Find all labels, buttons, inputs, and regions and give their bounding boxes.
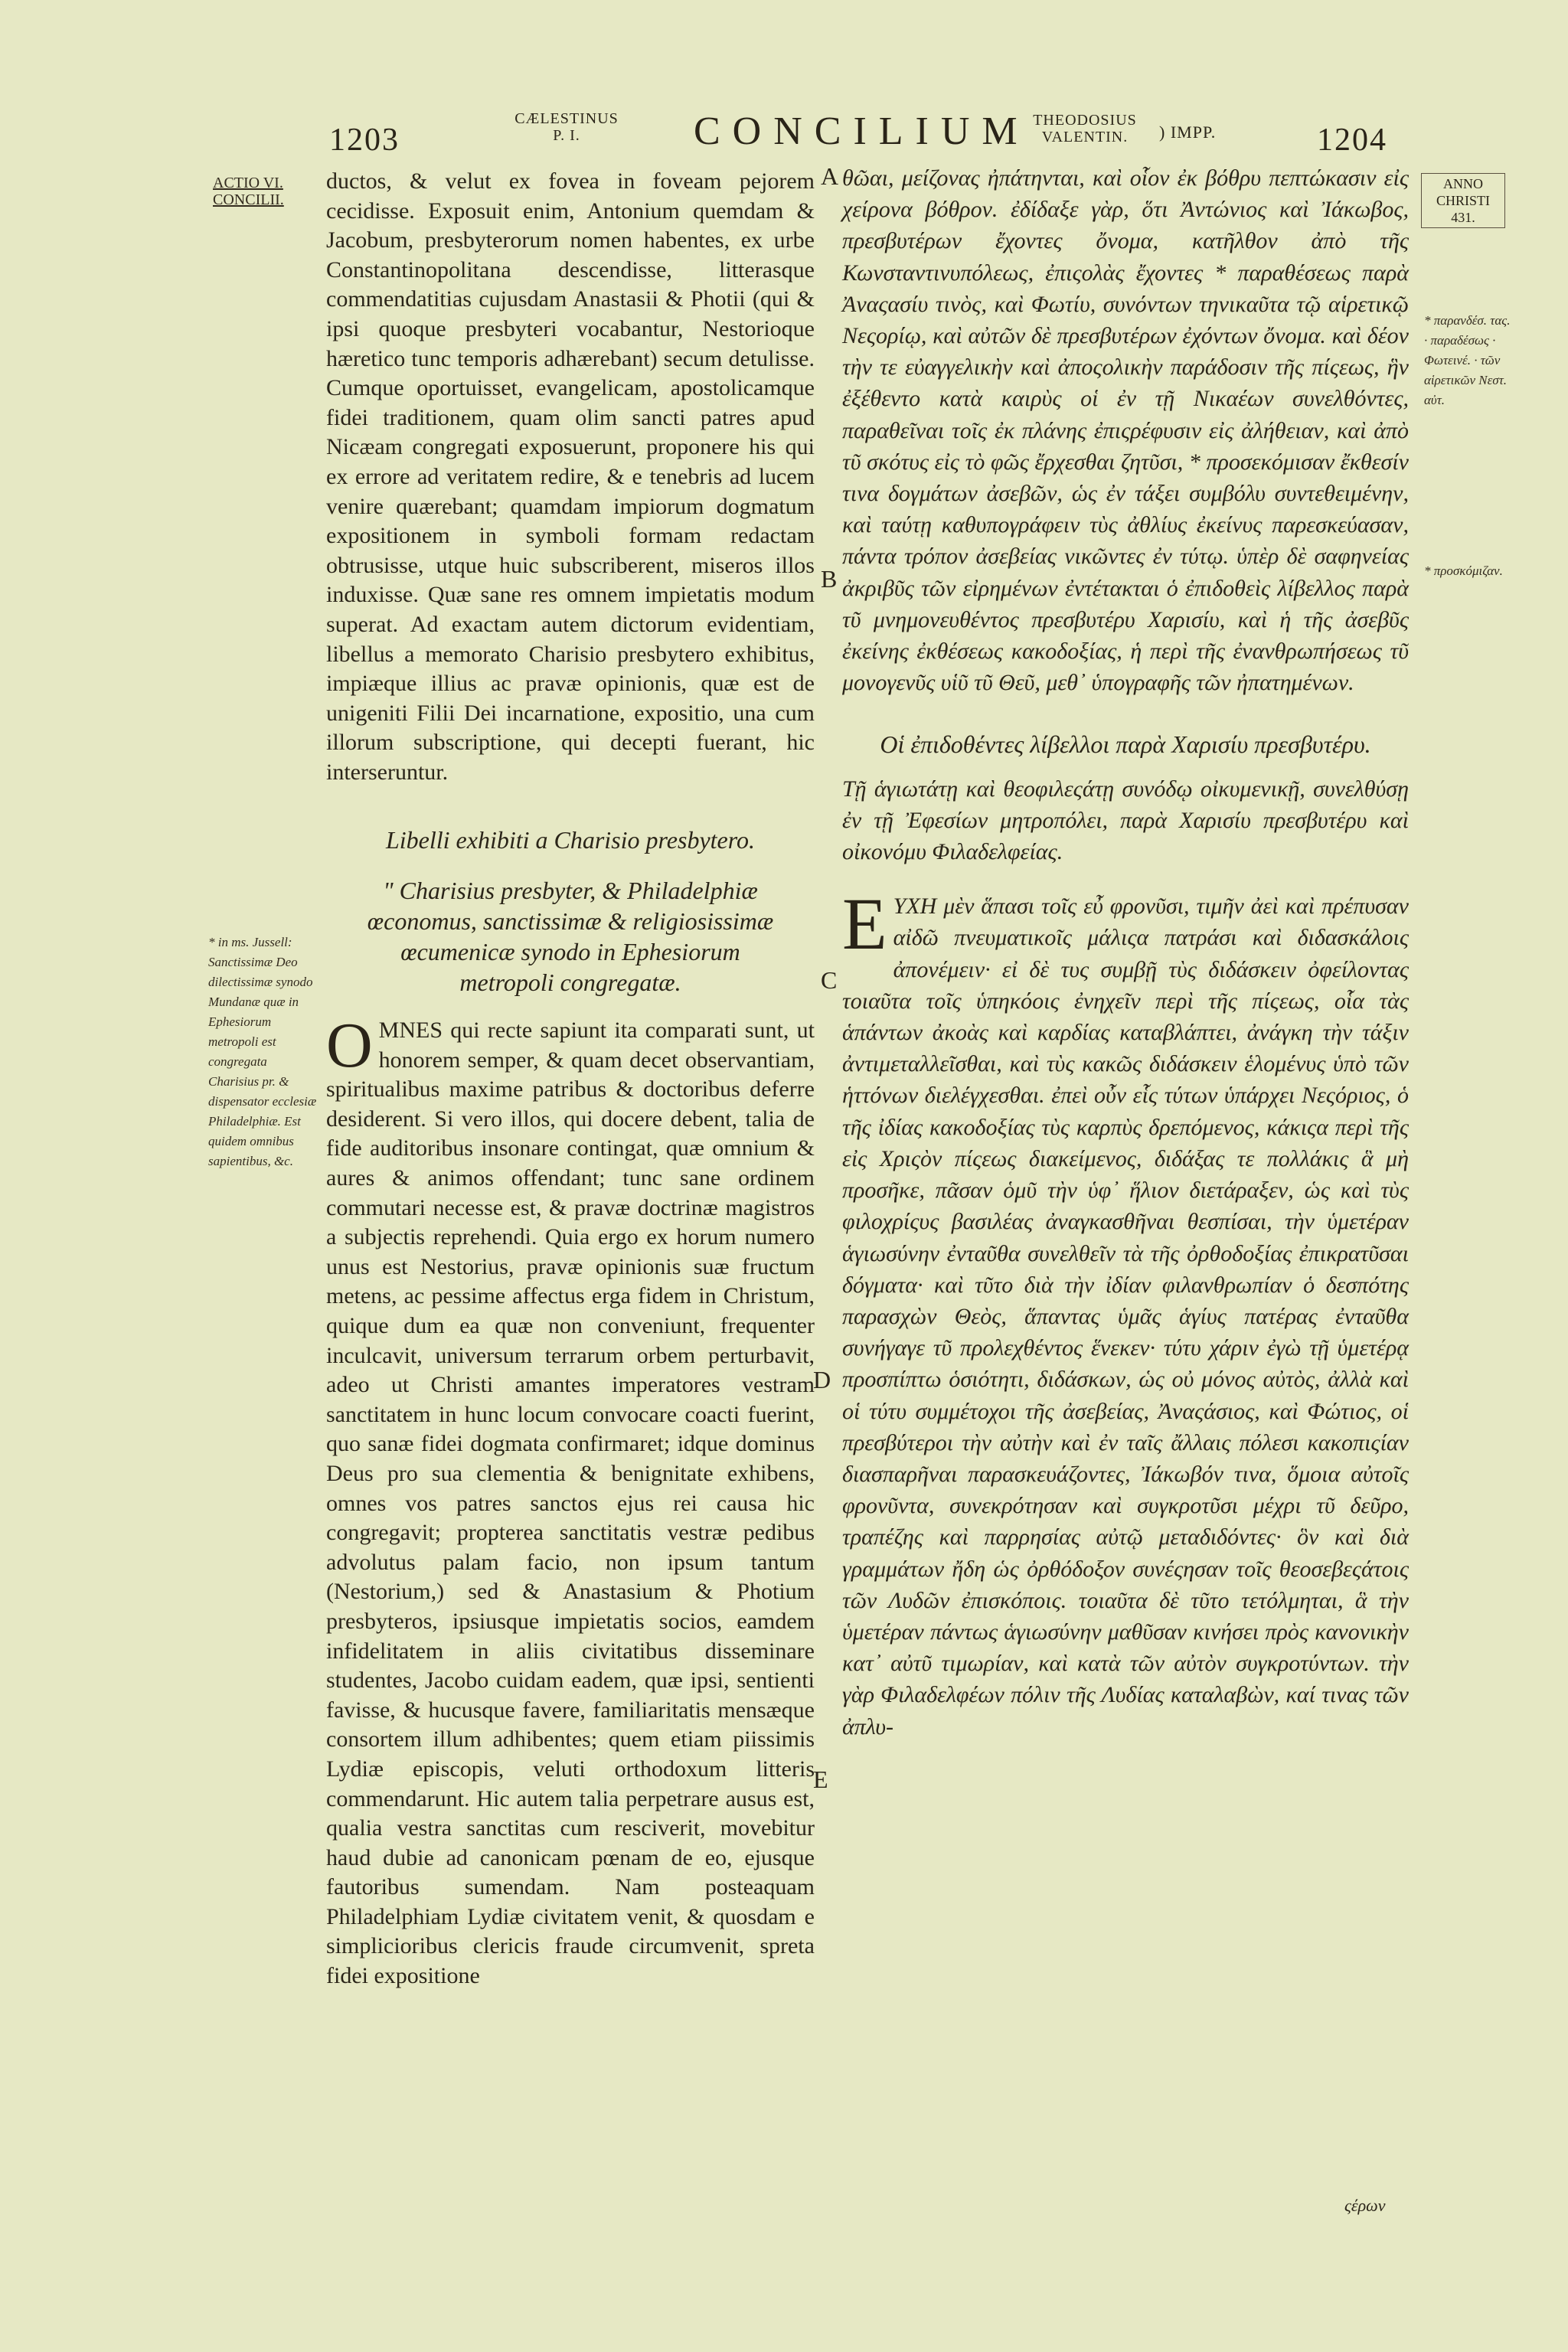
running-head-right-line1: THEODOSIUS: [1033, 112, 1137, 129]
latin-address: " Charisius presbyter, & Philadelphiæ œconomus, sanctissimæ & religiosissimæ œcumenicæ synodo in Ephesiorum metropoli congregatæ.: [367, 877, 774, 997]
section-marker-c: C: [821, 966, 838, 994]
section-marker-d: D: [813, 1366, 831, 1393]
footnote-left: * in ms. Jussell: Sanctissimæ Deo dilectissimæ synodo Mundanæ quæ in Ephesiorum metropoli est congregata Charisius pr. & dispensator ecclesiæ Philadelphiæ. Est quidem omnibus sapientibus, &c.: [208, 935, 317, 1168]
greek-heading: Οἱ ἐπιδοθέντες λίβελλοι παρὰ Χαρισίυ πρεσβυτέρυ.: [880, 730, 1371, 759]
greek-paragraph-1: θῶαι, μείζονας ἠπάτηνται, καὶ οἷον ἐκ βόθρυ πεπτώκασιν εἰς χείρονα βόθρον. ἐδίδαξε γὰρ, ὅτι Ἀντώνιος καὶ Ἰάκωβος, πρεσβυτέρων ἔχοντες ὄνομα, κατῆλθον ἀπὸ τῆς Κωνσταντινυπόλεως, ἐπιςολὰς ἔχοντες * παραθέσεως παρὰ Ἀναςασίυ τινὸς, καὶ Φωτίυ, συνόντων τηνικαῦτα τῷ αἱρετικῷ Νεςορίῳ, καὶ αὐτῶν δὲ πρεσβυτέρων ἐχόντων ὄνομα. καὶ δέον τὴν τε εὐαγγελικὴν καὶ ἀποςολικὴν παράδοσιν τῆς πίςεως, ἣν ἐξέθεντο κατὰ καιρὺς οἱ ἐν τῇ Νικαέων συνελθόντες, παραθεῖναι τοῖς ἐκ πλάνης ἐπιςρέφυσιν εἰς ἀλήθειαν, καὶ ἀπὸ τῦ σκότυς εἰς τὸ φῶς ἔρχεσθαι ζητῦσι, * προσεκόμισαν ἔκθεσίν τινα δογμάτων ἀσεβῶν, ὡς ἐν τάξει συμβόλυ συντεθειμένην, καὶ ταύτῃ καθυπογράφειν τὺς ἀθλίυς ἐκείνυς παρεσκεύασαν, πάντα τρόπον ἀσεβείας νικῶντες ἐν τύτῳ. ὑπὲρ δὲ σαφηνείας ἀκριβῦς τῶν εἰρημένων ἐντέτακται ὁ ἐπιδοθεὶς λίβελλος παρὰ τῦ μνημονευθέντος πρεσβυτέρυ Χαρισίυ, καὶ ἡ τῆς ἀσεβῦς ἐκείνης ἐκθέσεως κακοδοξίας, ἡ περὶ τῆς ἐνανθρωπήσεως τῦ μονογενῦς υἱῦ τῦ Θεῦ, μεθ᾽ ὑπογραφῆς τῶν ἠπατημένων.: [842, 165, 1409, 696]
greek-column: [842, 162, 1409, 1743]
running-head-left-line2: P. I.: [553, 127, 580, 144]
drop-cap-epsilon: Ε: [842, 883, 887, 965]
greek-body-text: ΥΧΗ μὲν ἅπασι τοῖς εὖ φρονῦσι, τιμῆν ἀεὶ καὶ πρέπυσαν αἰδῶ πνευματικοῖς μάλιςα πατράσι καὶ διδασκάλοις ἀπονέμειν· εἰ δὲ τυς συμβῇ τὺς διδάσκειν ὀφείλοντας τοιαῦτα τοῖς ὑπηκόοις ἐνηχεῖν περὶ τῆς πίςεως, οἷα τὰς ἁπάντων ἀκοὰς καὶ καρδίας καταβλάπτει, ἀνάγκη τὴν τάξιν ἀντιμεταλλεῖσθαι, καὶ τὺς κακῶς διδάσκειν ἑλομένυς ὑπὸ τῶν ἡττόνων διελέγχεσθαι. ἐπεὶ οὖν εἷς τύτων ὑπάρχει Νεςόριος, ὁ τῆς ἰδίας κακοδοξίας τὺς καρπὺς δρεπόμενος, κάκιςα περὶ τῆς εἰς Χριςὸν πίςεως διακείμενος, διδάξας τε πολλάκις ἃ μὴ προσῆκε, πᾶσαν ὁμῦ τὴν ὑφ᾽ ἥλιον διετάραξεν, ὡς καὶ τὺς φιλοχρίςυς βασιλέας ἀναγκασθῆναι θεσπίσαι, τὴν ὑμετέραν ἁγιωσύνην ἐνταῦθα συνελθεῖν τὰ τῆς ὀρθοδοξίας ἐπικρατῦσαι δόγματα· καὶ τῦτο διὰ τὴν ἰδίαν φιλανθρωπίαν ὁ δεσπότης παρασχὼν Θεὸς, ἅπαντας ὑμᾶς ἁγίυς πατέρας ἐνταῦθα συνήγαγε τῦ προλεχθέντος ἕνεκεν· τύτυ χάριν ἐγὼ τῇ ὑμετέρᾳ προσπίπτω ὁσιότητι, διδάσκων, ὡς οὐ μόνος αὐτὸς, ἀλλὰ καὶ οἱ τύτυ συμμέτοχοι τῆς ἀσεβείας, Ἀναςάσιος, καὶ Φώτιος, οἱ πρεσβύτεροι τὴν αὐτὴν καὶ ἐν ταῖς ἄλλαις πόλεσι κακοπιςίαν διασπαρῆναι παρασκευάζοντες, Ἰάκωβόν τινα, ὅμοια αὐτοῖς φρονῦντα, συνεκρότησαν καὶ συγκροτῦσι μέχρι τῦ δεῦρο, τραπέζης καὶ παρρησίας αὐτῷ μεταδιδόντες· ὃν καὶ διὰ γραμμάτων ἤδη ὡς ὀρθόδοξον συνέςησαν τοῖς θεοσεβεςάτοις τῶν Λυδῶν ἐπισκόποις. τοιαῦτα δὲ τῦτο τετόλμηται, ἃ τὴν ὑμετέραν πάντως ἁγιωσύνην μαθῦσαν κινήσει πρὸς κανονικὴν κατ᾽ αὐτῦ τιμωρίαν, καὶ κατὰ τῶν αὐτὸν συγκροτύντων. τὴν γὰρ Φιλαδελφέων πόλιν τῆς Λυδίας καταλαβὼν, καί τινας τῶν ἀπλυ-: [842, 893, 1409, 1740]
latin-paragraph-1: ductos, & velut ex fovea in foveam pejorem cecidisse. Exposuit enim, Antonium quemdam & Jacobum, presbyterorum nomen habentes, ex urbe Constantinopolitana descendisse, litterasque commendatitias cujusdam Anastasii & Photii (qui & ipsi quoque presbyteri vocabantur, Nestorioque hæretico tunc temporis adhærebant) secum detulisse. Cumque oportuisset, evangelicam, apostolicamque fidei traditionem, quam olim sancti patres apud Nicæam congregati exposuerunt, proponere his qui ex errore ad veritatem redire, & e tenebris ad lucem venire quærebant; quamdam impiorum dogmatum expositionem in symboli formam redactam obtrusisse, utque huic subscriberent, miseros illos induxisse. Quæ sane res omnem impietatis modum superat. Ad exactam autem dictorum evidentiam, libellus a memorato Charisio presbytero exhibitus, impiæque illius ac pravæ opinionis, quæ est de unigeniti Filii Dei incarnatione, expositio, una cum illorum subscriptione, qui decepti fuerant, hic interseruntur.: [326, 168, 815, 785]
page-title: CONCILIUM: [694, 109, 1030, 153]
anno-christi-box: ANNO CHRISTI 431.: [1421, 173, 1505, 228]
greek-address: Τῇ ἁγιωτάτῃ καὶ θεοφιλεςάτῃ συνόδῳ οἰκυμενικῇ, συνελθύσῃ ἐν τῇ Ἐφεσίων μητροπόλει, παρὰ Χαρισίυ πρεσβυτέρυ καὶ οἰκονόμυ Φιλαδελφείας.: [842, 776, 1409, 865]
latin-body-text: MNES qui recte sapiunt ita comparati sunt, ut honorem semper, & quam decet observantiam, spiritualibus maxime patribus & doctoribus deferre desiderent. Si vero illos, qui docere debent, talia de fide auditoribus insonare contingat, quæ omnium & aures & animos offendant; tunc sane ordinem commutari necesse est, & pravæ doctrinæ magistros a subjectis reprehendi. Quia ergo ex horum numero unus est Nestorius, pravæ opinionis suæ fructum metens, ac pessime affectus erga fidem in Christum, quique dum ea quæ non conveniunt, frequenter inculcavit, universum terrarum orbem perturbavit, adeo ut Christi amantes imperatores vestram sanctitatem in hunc locum convocare coacti fuerint, quo sanæ fidei dogmata confirmaret; idque dominus Deus pro sua clementia & benignitate exhibens, omnes vos patres sanctos ejus rei causa hic congregavit; propterea sanctitatis vestræ pedibus advolutus palam facio, non ipsum tantum (Nestorium,) sed & Anastasium & Photium presbyteros, ipsiusque impietatis socios, eamdem infidelitatem in aliis civitatibus disseminare studentes, Jacobo cuidam eadem, quæ ipsi, sentienti favisse, & hucusque favere, familiaritatis mensæque consortem illum adhibentes; quem etiam piissimis Lydiæ episcopis, veluti orthodoxum litteris commendarunt. Hic autem talia perpetrare ausus est, qualia vestra sanctitas cum resciverit, movebitur haud dubie ad canonicam pœnam de eo, ejusque fautoribus sumendam. Nam posteaquam Philadelphiam Lydiæ civitatem venit, & quosdam e simplicioribus clericis fraude circumvenit, spreta fidei expositione: [326, 1018, 815, 1989]
greek-marginal-note-2: * προσκόμιζαν.: [1424, 564, 1503, 578]
latin-body: [326, 1010, 815, 1991]
greek-body: [842, 883, 1409, 1742]
page-number-right: 1204: [1317, 122, 1387, 158]
page-number-left: 1203: [329, 122, 400, 158]
running-head-left: [490, 110, 643, 144]
catchword: ςέρων: [1344, 2196, 1386, 2215]
running-head-right: [1020, 112, 1150, 145]
section-marker-e: E: [813, 1766, 828, 1793]
section-marker-b: B: [821, 565, 838, 593]
greek-marginal-note-1: * παρανδέσ. τας. · παραδέσως · Φωτεινέ. · τῶν αἱρετικῶν Νεστ. αὐτ.: [1424, 313, 1511, 407]
drop-cap-o: O: [326, 1010, 373, 1082]
actio-label: ACTIO VI. CONCILII.: [213, 175, 284, 208]
latin-heading: Libelli exhibiti a Charisio presbytero.: [385, 826, 756, 854]
latin-column: [326, 167, 815, 1991]
section-marker-a: A: [821, 162, 839, 190]
imperators-label: ) IMPP.: [1159, 122, 1217, 142]
running-head-right-line2: VALENTIN.: [1041, 129, 1129, 145]
running-head-left-line1: CÆLESTINUS: [514, 110, 619, 127]
